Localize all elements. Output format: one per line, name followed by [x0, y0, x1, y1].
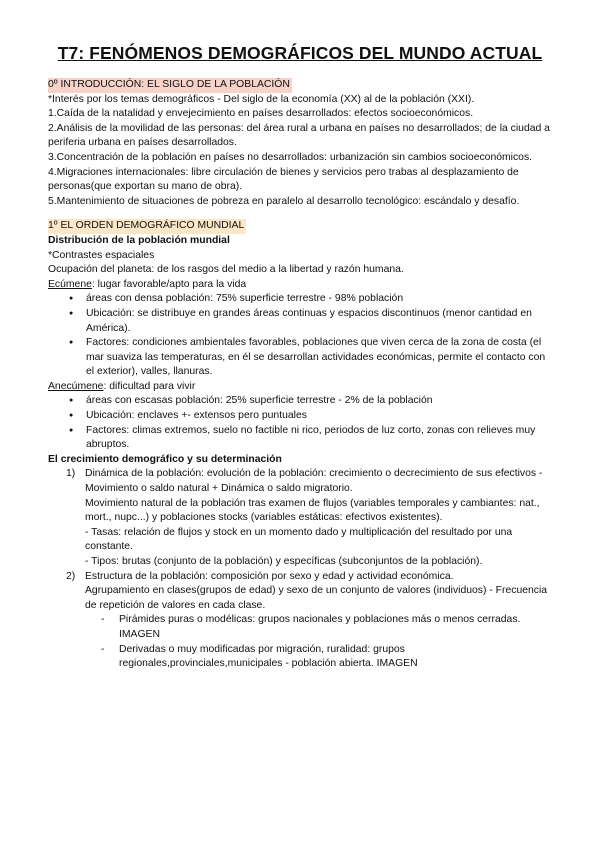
crecimiento-numbered-list	[48, 467, 552, 671]
intro-line: 3.Concentración de la población en países no desarrollados: urbanización sin cambios socioeconómicos.	[48, 151, 533, 163]
section-orden-demografico	[48, 219, 552, 671]
item-number: 1)	[66, 468, 76, 480]
contrastes-note: *Contrastes espaciales	[48, 249, 155, 261]
numbered-item	[66, 467, 552, 569]
dash-item: - Derivadas o muy modificadas por migración, ruralidad: grupos regionales,provinciales,municipales - población abierta. IMAGEN	[119, 643, 552, 672]
ecumene-term: Ecúmene	[48, 278, 92, 290]
item-line: Agrupamiento en clases(grupos de edad) y sexo de un conjunto de valores (individuos) - Frecuencia de repetición de valores en cada clase.	[85, 585, 548, 611]
list-item: ● Factores: climas extremos, suelo no factible ni rico, periodos de luz corto, zonas con relieves muy abruptos.	[86, 424, 552, 453]
anecumene-term: Anecúmene	[48, 380, 104, 392]
item-line: Dinámica de la población: evolución de la población: crecimiento o decrecimiento de sus efectivos - Movimiento o saldo natural + Dinámica o saldo migratorio.	[85, 468, 543, 495]
list-item: ● áreas con densa población: 75% superficie terrestre - 98% población	[86, 292, 552, 307]
item-line: - Tasas: relación de flujos y stock en un momento dado y multiplicación del resultado por una constante.	[85, 526, 513, 553]
subheading-crecimiento: El crecimiento demográfico y su determinación	[48, 453, 282, 465]
dash-item: - Pirámides puras o modélicas: grupos nacionales y poblaciones más o menos cerradas. IMAGEN	[119, 613, 552, 642]
intro-line: *Interés por los temas demográficos - Del siglo de la economía (XX) al de la población (XXI).	[48, 93, 475, 105]
section-heading-introduccion: 0º INTRODUCCIÓN: EL SIGLO DE LA POBLACIÓN	[48, 78, 292, 93]
list-item: ● Factores: condiciones ambientales favorables, poblaciones que viven cerca de la zona de costa (el mar suaviza las temperaturas, en él se desarrollan actividades económicas, permite el contacto con el exterior), valles, llanuras.	[86, 336, 552, 380]
document-title: T7: FENÓMENOS DEMOGRÁFICOS DEL MUNDO ACTUAL	[57, 43, 543, 63]
ocupacion-line: Ocupación del planeta: de los rasgos del medio a la libertad y razón humana.	[48, 264, 404, 276]
list-item: ● áreas con escasas población: 25% superficie terrestre - 2% de la población	[86, 394, 552, 409]
list-item: ● Ubicación: se distribuye en grandes áreas continuas y espacios discontinuos (menor cantidad en América).	[86, 307, 552, 336]
list-item: ● Ubicación: enclaves +- extensos pero puntuales	[86, 409, 552, 424]
item-line: Estructura de la población: composición por sexo y edad y actividad económica.	[85, 570, 454, 582]
section-introduccion	[48, 78, 552, 209]
ecumene-def-text: : lugar favorable/apto para la vida	[91, 278, 247, 290]
piramides-dash-list	[85, 613, 552, 671]
ecumene-list	[48, 292, 552, 380]
anecumene-def-text: : dificultad para vivir	[103, 380, 196, 392]
item-line: - Tipos: brutas (conjunto de la población) y específicas (subconjuntos de la población).	[85, 556, 483, 567]
intro-line: 5.Mantenimiento de situaciones de pobreza en paralelo al desarrollo tecnológico: escándalo y desafío.	[48, 195, 520, 207]
section-heading-orden-demografico: 1º EL ORDEN DEMOGRÁFICO MUNDIAL	[48, 219, 246, 234]
intro-line: 2.Análisis de la movilidad de las personas: del área rural a urbana en países no desarrollados; de la ciudad a periferia urbana en países desarrollados.	[48, 122, 550, 149]
subheading-distribucion: Distribución de la población mundial	[48, 234, 230, 246]
item-line: Movimiento natural de la población tras examen de flujos (variables temporales y cambiantes: nat., mort., nupc...) y poblaciones stocks (variables estáticas: efectivos existentes).	[85, 497, 540, 524]
numbered-item	[66, 570, 552, 672]
item-number: 2)	[66, 570, 76, 582]
anecumene-definition	[48, 380, 552, 395]
anecumene-list	[48, 394, 552, 452]
ecumene-definition	[48, 278, 552, 293]
intro-line: 4.Migraciones internacionales: libre circulación de bienes y servicios pero trabas al desplazamiento de personas(que exportan su mano de obra).	[48, 166, 519, 193]
intro-line: 1.Caída de la natalidad y envejecimiento en países desarrollados: efectos socioeconómicos.	[48, 108, 474, 120]
